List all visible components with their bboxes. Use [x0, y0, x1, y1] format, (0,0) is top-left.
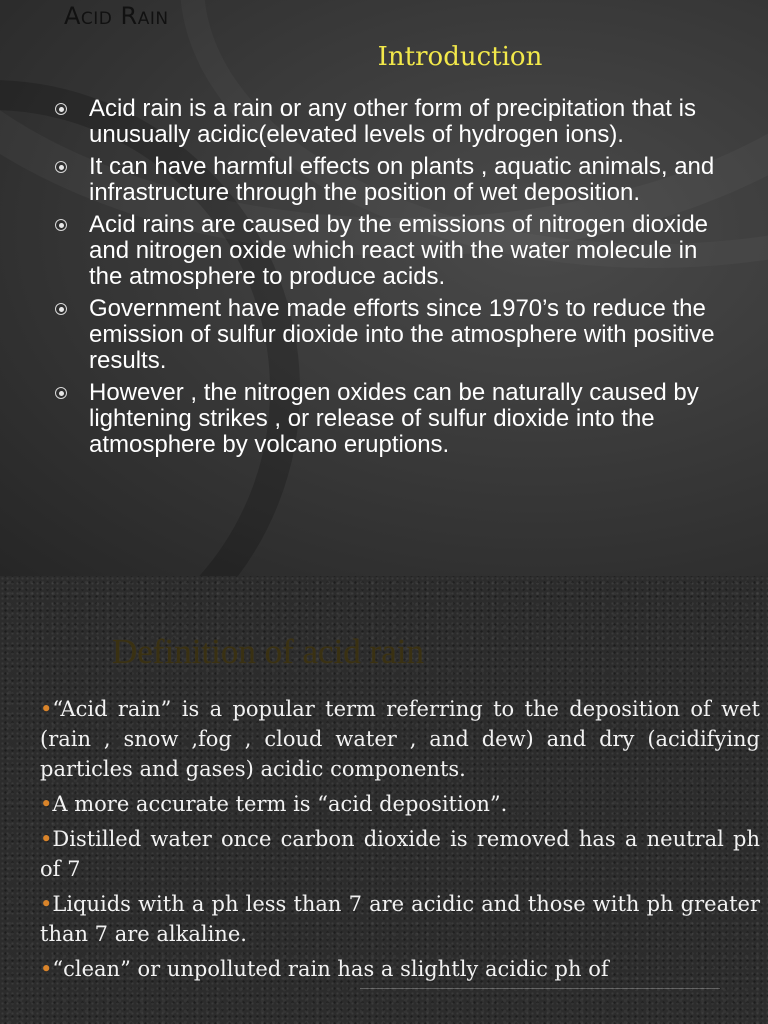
circled-dot-icon — [55, 387, 67, 399]
list-item — [52, 296, 732, 374]
list-item-text: Government have made efforts since 1970’s to reduce the emission of sulfur dioxide into the atmosphere with positive results. — [89, 295, 715, 374]
paragraph-text: A more accurate term is “acid deposition”. — [52, 792, 508, 816]
divider — [360, 988, 720, 989]
list-item-text: It can have harmful effects on plants , aquatic animals, and infrastructure through the position of wet deposition. — [89, 153, 715, 206]
paragraph-text: “Acid rain” is a popular term referring to the deposition of wet (rain , snow ,fog , cloud water , and dew) and dry (acidifying particles and gases) acidic components. — [40, 697, 760, 781]
paragraph-text: Distilled water once carbon dioxide is removed has a neutral ph of 7 — [40, 827, 760, 881]
bullet-icon: • — [40, 827, 53, 851]
circled-dot-icon — [55, 161, 67, 173]
slide-title: Definition of acid rain — [112, 632, 424, 671]
circled-dot-icon — [55, 219, 67, 231]
list-item-text: Acid rains are caused by the emissions of nitrogen dioxide and nitrogen oxide which react with the water molecule in the atmosphere to produce acids. — [89, 211, 709, 290]
paragraph — [40, 824, 760, 884]
list-item — [52, 380, 732, 458]
bullet-icon: • — [40, 892, 53, 916]
slide-definition — [0, 576, 768, 1024]
bullet-icon: • — [40, 697, 53, 721]
list-item-text: Acid rain is a rain or any other form of precipitation that is unusually acidic(elevated levels of hydrogen ions). — [89, 95, 696, 148]
paragraph — [40, 954, 760, 984]
list-item — [52, 154, 732, 206]
circled-dot-icon — [55, 103, 67, 115]
paragraph — [40, 789, 760, 819]
slide-subtitle: Introduction — [377, 42, 543, 72]
paragraph — [40, 889, 760, 949]
definition-body — [40, 694, 760, 989]
bullet-icon: • — [40, 792, 53, 816]
list-item — [52, 96, 732, 148]
slide-header: Acid Rain — [64, 2, 169, 30]
paragraph — [40, 694, 760, 784]
paragraph-text: “clean” or unpolluted rain has a slightly acidic ph of — [52, 957, 609, 981]
circled-dot-icon — [55, 303, 67, 315]
bullet-icon: • — [40, 957, 53, 981]
intro-bullet-list — [52, 96, 732, 464]
list-item-text: However , the nitrogen oxides can be naturally caused by lightening strikes , or release of sulfur dioxide into the atmosphere by volcano eruptions. — [89, 379, 699, 458]
paragraph-text: Liquids with a ph less than 7 are acidic and those with ph greater than 7 are alkaline. — [40, 892, 760, 946]
list-item — [52, 212, 732, 290]
